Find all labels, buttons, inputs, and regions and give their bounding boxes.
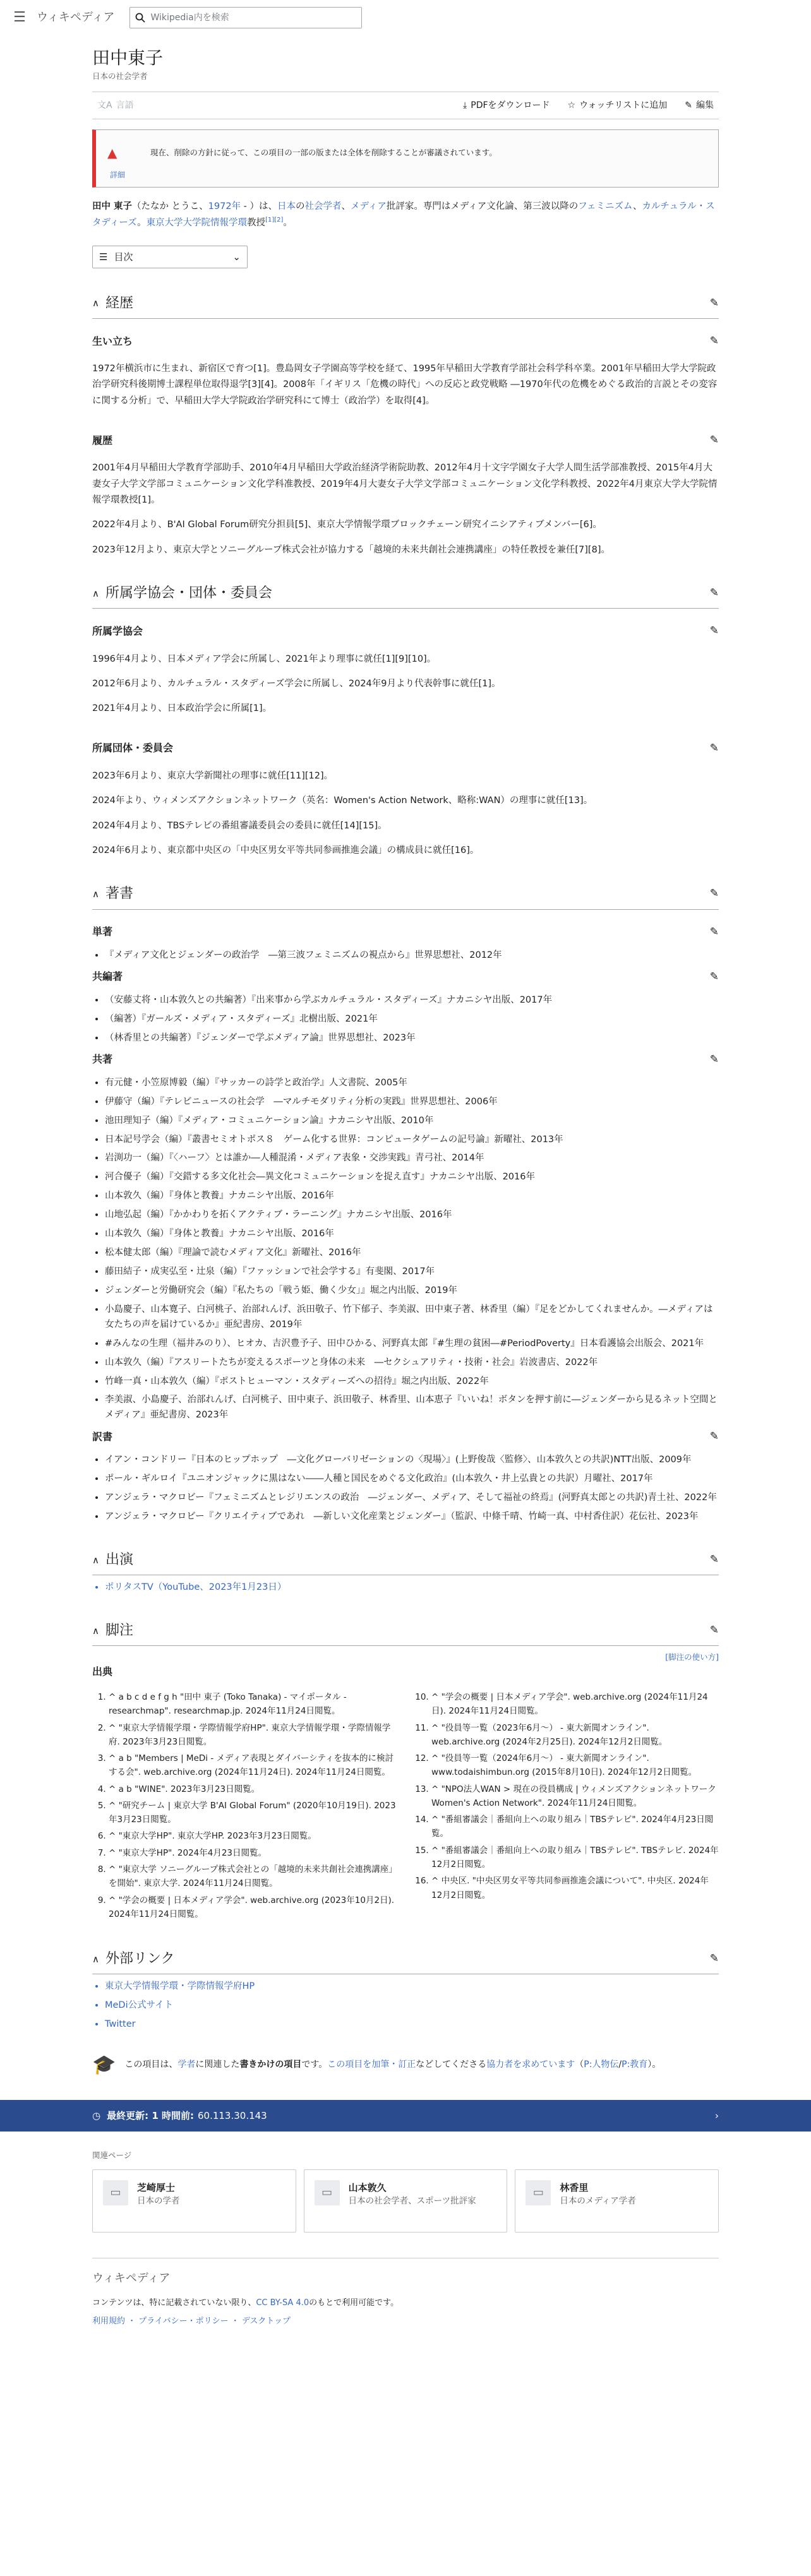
list-item: • 小島慶子、山本寛子、白河桃子、治部れんげ、浜田敬子、竹下郁子、李美淑、田中東子著、林香里（編）『足をどかしてくれませんか。―メディアは女たちの声を届けているか』亜紀書房、2019年	[105, 1303, 719, 1333]
list-item: • 松本健太郎（編）『理論で読むメディア文化』新曜社、2016年	[105, 1246, 719, 1261]
subsection-heading	[92, 969, 719, 988]
section-title: 所属学協会・団体・委員会	[105, 585, 272, 602]
related-pages-title: 関連ページ	[92, 2150, 132, 2160]
clock-icon: ◷	[92, 2109, 101, 2121]
section-title: 著書	[105, 886, 133, 902]
stub-text-part: に関連した	[195, 2059, 240, 2070]
subsection-title: 生い立ち	[92, 335, 133, 347]
section-heading-career[interactable]	[92, 286, 719, 319]
subsection-title: 出典	[92, 1666, 113, 1678]
watchlist-button[interactable]	[568, 98, 668, 112]
lead-text: 教授	[247, 218, 266, 229]
related-pages	[0, 2132, 811, 2233]
language-label: 言語	[116, 100, 134, 110]
reference-item[interactable]: 6. ^ "東京大学HP". 東京大学HP. 2023年3月23日閲覧。	[109, 1829, 396, 1843]
stub-notice	[92, 2049, 719, 2081]
reference-item[interactable]: 13. ^ "NPO法人WAN > 現在の役員構成 | ウィメンズアクションネットワーク Women's Action Network". 2024年11月24日閲覧。	[431, 1782, 719, 1811]
chevron-right-icon: ›	[715, 2109, 719, 2121]
edit-section-icon[interactable]: ✎	[709, 587, 719, 600]
org-text: 2024年6月より、東京都中央区の「中央区男女平等共同参画推進会議」の構成員に就任[16]。	[92, 845, 479, 856]
subsection-title: 所属学協会	[92, 625, 143, 638]
reference-item[interactable]: 12. ^ "役員等一覧（2024年6月～） - 東大新聞オンライン". www.todaishimbun.org (2015年8月10日). 2024年12月2日閲覧。	[431, 1751, 719, 1780]
chevron-up-icon: ∧	[92, 587, 99, 599]
lead-paragraph	[92, 199, 719, 232]
deletion-notice-text: 現在、削除の方針に従って、この項目の一部の版または全体を削除することが審議されています。	[150, 148, 497, 157]
lead-text: の	[296, 201, 305, 212]
career-text: 2022年4月より、B'AI Global Forum研究分担員[5]、東京大学情報学環ブロックチェーン研究イニシアティブメンバー[6]。	[92, 520, 602, 530]
reference-item[interactable]: 14. ^ "番組審議会｜番組向上への取り組み｜TBSテレビ". 2024年4月23日閲覧。	[431, 1813, 719, 1841]
chevron-up-icon: ∧	[92, 888, 99, 900]
stub-text-bold: 書きかけの項目	[239, 2059, 302, 2070]
warning-icon: ▲	[107, 145, 117, 160]
chevron-down-icon: ⌄	[232, 251, 241, 263]
list-icon: ☰	[99, 251, 108, 263]
society-text: 2021年4月より、日本政治学会に所属[1]。	[92, 703, 272, 714]
subsection-heading	[92, 924, 719, 943]
license-link[interactable]: CC BY-SA 4.0	[256, 2298, 309, 2308]
subsection-heading	[92, 432, 719, 451]
subsection-heading	[92, 1664, 719, 1683]
subsection-title: 履歴	[92, 434, 113, 446]
page-subtitle: 日本の社会学者	[92, 71, 148, 81]
graduation-cap-icon: 🎓	[92, 2053, 116, 2076]
society-text: 2012年6月より、カルチュラル・スタディーズ学会に所属し、2024年9月より代表幹事に就任[1]。	[92, 678, 501, 689]
list-item: • ジェンダーと労働研究会（編）『私たちの「戦う姫、働く少女」』堀之内出版、2019年	[105, 1284, 719, 1299]
appearance-list	[92, 1580, 719, 1595]
reference-item[interactable]: 15. ^ "番組審議会｜番組向上への取り組み｜TBSテレビ". TBSテレビ. 2024年12月2日閲覧。	[431, 1844, 719, 1872]
subsection-title: 訳書	[92, 1431, 113, 1443]
edit-section-icon[interactable]: ✎	[709, 296, 719, 309]
external-link[interactable]: • MeDi公式サイト	[105, 1998, 719, 2013]
edit-label: 編集	[696, 100, 714, 110]
license-text	[92, 2297, 719, 2310]
related-cards	[92, 2169, 719, 2233]
lead-text: 批評家。専門はメディア文化論、第三波以降の	[386, 201, 579, 212]
related-card-name: 芝崎厚士	[137, 2181, 176, 2193]
list-item: • （林香里との共編著）『ジェンダーで学ぶメディア論』世界思想社、2023年	[105, 1031, 719, 1046]
list-item: • 李美淑、小島慶子、治部れんげ、白河桃子、田中東子、浜田敬子、林香里、山本恵子『いいね！ボタンを押す前に―ジェンダーから見るネット空間とメディア』亜紀書房、2023年	[105, 1393, 719, 1423]
stub-text-part: /	[618, 2059, 622, 2070]
list-item: • 池田理知子（編）『メディア・コミュニケーション論』ナカニシヤ出版、2010年	[105, 1114, 719, 1129]
section-title: 出演	[105, 1552, 133, 1568]
footnote-ref[interactable]: [1][2]	[265, 217, 284, 224]
lead-link-sociologist[interactable]: 社会学者	[304, 201, 342, 212]
external-link-list	[92, 1979, 719, 2032]
download-pdf-button[interactable]	[463, 98, 550, 112]
list-item: • 『メディア文化とジェンダーの政治学 ―第三波フェミニズムの視点から』世界思想社、2012年	[105, 948, 719, 963]
section-heading-affiliations[interactable]	[92, 576, 719, 609]
subsection-heading	[92, 1051, 719, 1071]
image-placeholder-icon: ▭	[103, 2180, 128, 2205]
list-item: • 伊藤守（編）『テレビニュースの社会学 ―マルチモダリティ分析の実践』世界思想社、2006年	[105, 1095, 719, 1110]
subsection-title: 共編著	[92, 970, 123, 983]
subsection-heading	[92, 333, 719, 352]
list-item: • （編著）『ガールズ・メディア・スタディーズ』北樹出版、2021年	[105, 1012, 719, 1027]
reference-item[interactable]: 11. ^ "役員等一覧（2023年6月～） - 東大新聞オンライン". web.archive.org (2024年2月25日). 2024年12月2日閲覧。	[431, 1721, 719, 1750]
subsection-title: 共著	[92, 1053, 113, 1066]
lead-text: 。	[283, 218, 292, 229]
career-text: 2023年12月より、東京大学とソニーグループ株式会社が協力する「越境的未来共創社会連携講座」の特任教授を兼任[7][8]。	[92, 544, 610, 555]
subsection-title: 単著	[92, 926, 113, 938]
stub-text	[124, 2058, 661, 2073]
list-item: • 有元健・小笠原博毅（編）『サッカーの詩学と政治学』人文書院、2005年	[105, 1076, 719, 1091]
book-list	[92, 993, 719, 1046]
subsection-heading	[92, 623, 719, 642]
edit-section-icon[interactable]: ✎	[709, 1430, 719, 1443]
page-title: 田中東子	[92, 47, 164, 68]
related-card[interactable]	[515, 2169, 719, 2233]
page-actions-bar	[92, 92, 719, 119]
edit-section-icon[interactable]: ✎	[709, 1952, 719, 1965]
edit-section-icon[interactable]: ✎	[709, 624, 719, 638]
external-link[interactable]: • 東京大学情報学環・学際情報学府HP	[105, 1979, 719, 1995]
section-heading-notes[interactable]	[92, 1613, 719, 1646]
search-input[interactable]	[129, 7, 362, 28]
reference-item[interactable]: 1. ^ a b c d e f g h "田中 東子 (Toko Tanaka) - マイポータル - researchmap". researchmap.jp. 2024年11月24日閲覧。	[109, 1690, 396, 1719]
reference-item[interactable]: 3. ^ a b "Members | MeDi - メディア表現とダイバーシティを抜本的に検討する会". web.archive.org (2024年11月24日). 2024年11月24日閲覧。	[109, 1751, 396, 1780]
footer-links[interactable]: 利用規約 ・ プライバシー・ポリシー ・ デスクトップ	[92, 2316, 291, 2326]
related-card-name: 林香里	[560, 2181, 589, 2193]
book-list	[92, 1076, 719, 1424]
edit-section-icon[interactable]: ✎	[709, 334, 719, 347]
references	[92, 1690, 719, 1924]
license-text-part: のもとで利用可能です。	[309, 2298, 399, 2308]
org-text: 2023年6月より、東京大学新聞社の理事に就任[11][12]。	[92, 770, 333, 781]
references-right	[415, 1690, 719, 1924]
edit-section-icon[interactable]: ✎	[709, 887, 719, 900]
list-item: • アンジェラ・マクロビー『フェミニズムとレジリエンスの政治 ―ジェンダー、メディア、そして福祉の終焉』(河野真太郎との共訳)青土社、2022年	[105, 1491, 719, 1506]
lead-text: 、	[632, 201, 642, 212]
stub-link-edit[interactable]: この項目を加筆・訂正	[327, 2059, 416, 2070]
list-item: • 山本敦久（編）『身体と教養』ナカニシヤ出版、2016年	[105, 1227, 719, 1242]
list-item: • 山本敦久（編）『アスリートたちが変えるスポーツと身体の未来 ―セクシュアリティ・技術・社会』岩波書店、2022年	[105, 1356, 719, 1371]
top-header	[0, 0, 811, 35]
list-item[interactable]: • ポリタスTV（YouTube、2023年1月23日）	[105, 1580, 719, 1595]
list-item: • 岩渕功一（編）『〈ハーフ〉とは誰か―人種混淆・メディア表象・交渉実践』青弓社、2014年	[105, 1151, 719, 1166]
search-placeholder: Wikipedia内を検索	[150, 12, 229, 23]
book-list	[92, 948, 719, 963]
career-text: 2001年4月早稲田大学教育学部助手、2010年4月早稲田大学政治経済学術院助教、2012年4月十文字学園女子大学人間生活学部准教授、2015年4月大妻女子大学文学部コミュニケーション文化学科准教授、2019年4月大妻女子大学文学部コミュニケーション文化学科教授、2022年4月東京大学大学院情報学環教授[1]。	[92, 463, 718, 506]
reference-item[interactable]: 7. ^ "東京大学HP". 2024年4月23日閲覧。	[109, 1846, 396, 1860]
star-icon: ☆	[567, 100, 576, 110]
stub-text-part: （	[575, 2059, 584, 2070]
lead-text: 、	[341, 201, 351, 212]
footer-logo: ウィキペディア	[92, 2258, 719, 2288]
list-item: • アンジェラ・マクロビー『クリエイティブであれ ―新しい文化産業とジェンダー』（監訳、中條千晴、竹崎一真、中村香住訳）花伝社、2023年	[105, 1510, 719, 1525]
list-item: • 山本敦久（編）『身体と教養』ナカニシヤ出版、2016年	[105, 1189, 719, 1204]
subsection-heading	[92, 1428, 719, 1448]
chevron-up-icon: ∧	[92, 1953, 99, 1965]
chevron-up-icon: ∧	[92, 297, 99, 309]
related-card[interactable]	[304, 2169, 508, 2233]
download-pdf-label: PDFをダウンロード	[471, 100, 550, 110]
list-item: • ポール・ギルロイ『ユニオンジャックに黒はない――人種と国民をめぐる文化政治』(山本敦久・井上弘貴との共訳）月曜社、2017年	[105, 1472, 719, 1487]
subsection-title: 所属団体・委員会	[92, 742, 174, 754]
lead-link-feminism[interactable]: フェミニズム	[578, 201, 633, 212]
section-title: 経歴	[105, 295, 133, 311]
language-button[interactable]	[97, 98, 134, 112]
image-placeholder-icon: ▭	[315, 2180, 340, 2205]
edit-button[interactable]	[685, 98, 714, 112]
section-heading-external-links[interactable]	[92, 1941, 719, 1974]
external-link[interactable]: • Twitter	[105, 2017, 719, 2032]
image-placeholder-icon: ▭	[526, 2180, 551, 2205]
pencil-icon: ✎	[685, 100, 692, 110]
last-updated-bar[interactable]	[0, 2100, 811, 2132]
reference-item[interactable]: 8. ^ "東京大学 ソニーグループ株式会社との「越境的未来共創社会連携講座」を開始". 東京大学. 2024年11月24日閲覧。	[109, 1863, 396, 1891]
language-icon: 文A	[97, 100, 112, 110]
download-icon: ⤓	[463, 100, 467, 110]
site-logo[interactable]: ウィキペディア	[37, 10, 115, 24]
list-item: • 藤田結子・成実弘至・辻泉（編）『ファッションで社会学する』有斐閣、2017年	[105, 1265, 719, 1280]
edit-section-icon[interactable]: ✎	[709, 970, 719, 983]
subsection-heading	[92, 740, 719, 760]
stub-text-part: この項目は、	[124, 2059, 178, 2070]
related-card-desc: 日本の社会学者、スポーツ批評家	[348, 2195, 476, 2206]
society-text: 1996年4月より、日本メディア学会に所属し、2021年より理事に就任[1][9][10]。	[92, 653, 436, 664]
stub-text-part: です。	[301, 2059, 328, 2070]
list-item: • 山地弘起（編）『かかわりを拓くアクティブ・ラーニング』ナカニシヤ出版、2016年	[105, 1208, 719, 1223]
related-card-desc: 日本のメディア学者	[560, 2195, 636, 2206]
lead-reading: （たなか とうこ、	[132, 201, 208, 212]
footnote-help-link[interactable]: [脚注の使い方]	[665, 1652, 719, 1662]
reference-item[interactable]: 9. ^ "学会の概要 | 日本メディア学会". web.archive.org (2023年10月2日). 2024年11月24日閲覧。	[109, 1893, 396, 1922]
reference-item[interactable]: 2. ^ "東京大学情報学環・学際情報学府HP". 東京大学情報学環・学際情報学府. 2023年3月23日閲覧。	[109, 1721, 396, 1750]
toc-label: 目次	[114, 251, 133, 263]
deletion-notice	[92, 129, 719, 188]
search-icon	[135, 13, 145, 23]
list-item: • 日本記号学会（編）『叢書セミオトポス８ ゲーム化する世界：コンピュータゲームの記号論』新曜社、2013年	[105, 1133, 719, 1148]
list-item: • イアン・コンドリー『日本のヒップホップ ―文化グローバリゼーションの〈現場〉』(上野俊哉〈監修〉、山本敦久との共訳)NTT出版、2009年	[105, 1453, 719, 1468]
related-card-name: 山本敦久	[348, 2181, 387, 2193]
lead-name: 田中 東子	[92, 201, 133, 212]
stub-link-portal-biography[interactable]: P:人物伝	[584, 2059, 619, 2070]
reference-item[interactable]: 16. ^ 中央区. "中央区男女平等共同参画推進会議について". 中央区. 2024年12月2日閲覧。	[431, 1874, 719, 1902]
chevron-up-icon: ∧	[92, 1625, 99, 1637]
stub-text-part: ）。	[647, 2059, 661, 2070]
org-text: 2024年4月より、TBSテレビの番組審議委員会の委員に就任[14][15]。	[92, 820, 387, 831]
hamburger-menu-icon[interactable]: ☰	[13, 9, 26, 26]
related-card[interactable]	[92, 2169, 296, 2233]
list-item: • 河合優子（編）『交錯する多文化社会―異文化コミュニケーションを捉え直す』ナカニシヤ出版、2016年	[105, 1170, 719, 1185]
watchlist-label: ウォッチリストに追加	[579, 100, 668, 110]
list-item: • （安藤丈将・山本敦久との共編著）『出来事から学ぶカルチュラル・スタディーズ』ナカニシヤ出版、2017年	[105, 993, 719, 1008]
references-left	[92, 1690, 396, 1924]
org-text: 2024年より、ウィメンズアクションネットワーク（英名：Women's Action Network、略称:WAN）の理事に就任[13]。	[92, 796, 593, 806]
early-life-text: 1972年横浜市に生まれ、新宿区で育つ[1]。豊島岡女子学園高等学校を経て、1995年早稲田大学教育学部社会科学科卒業。2001年早稲田大学大学院政治学研究科後期博士課程単位取得退学[3][4]。2008年「イギリス「危機の時代」への反応と政党戦略 ―1970年代の危機をめぐる政治的言説とその変容に関する分析」で、早稲田大学大学院政治学研究科にて博士（政治学）を取得[4]。	[92, 363, 718, 406]
reference-item[interactable]: 4. ^ a b "WINE". 2023年3月23日閲覧。	[109, 1782, 396, 1796]
lead-link-cultural-studies[interactable]: カルチュラル・スタディーズ	[92, 201, 715, 229]
edit-section-icon[interactable]: ✎	[709, 434, 719, 447]
related-card-desc: 日本の学者	[137, 2195, 180, 2206]
reference-item[interactable]: 5. ^ "研究チーム | 東京大学 B'AI Global Forum" (2020年10月19日). 2023年3月23日閲覧。	[109, 1799, 396, 1827]
edit-section-icon[interactable]: ✎	[709, 1052, 719, 1066]
list-item: • #みんなの生理（福井みのり）、ヒオカ、吉沢豊予子、田中ひかる、河野真太郎『#生理の貧困―#PeriodPoverty』日本看護協会出版会、2021年	[105, 1337, 719, 1352]
license-text-part: コンテンツは、特に記載されていない限り、	[92, 2298, 256, 2308]
edit-section-icon[interactable]: ✎	[709, 1624, 719, 1637]
section-heading-appearances[interactable]	[92, 1542, 719, 1575]
last-updated-user[interactable]: 60.113.30.143	[197, 2109, 267, 2121]
toc-button[interactable]	[92, 246, 248, 268]
stub-link-scholar[interactable]: 学者	[177, 2059, 196, 2070]
section-title: 外部リンク	[105, 1951, 175, 1967]
lead-link-japan[interactable]: 日本	[277, 201, 296, 212]
stub-link-help[interactable]: 協力者を求めています	[486, 2059, 575, 2070]
lead-link-year[interactable]: 1972年	[208, 201, 241, 212]
page-footer	[0, 2258, 811, 2328]
lead-link-iii[interactable]: 東京大学大学院情報学環	[146, 218, 248, 229]
edit-section-icon[interactable]: ✎	[709, 741, 719, 754]
lead-text: 。	[137, 218, 147, 229]
edit-section-icon[interactable]: ✎	[709, 1553, 719, 1566]
chevron-up-icon: ∧	[92, 1554, 99, 1566]
deletion-details-link[interactable]: 詳細	[110, 170, 126, 179]
list-item: • 竹峰一真・山本敦久（編）『ポストヒューマン・スタディーズへの招待』堀之内出版、2022年	[105, 1374, 719, 1390]
reference-item[interactable]: 10. ^ "学会の概要 | 日本メディア学会". web.archive.org (2024年11月24日). 2024年11月24日閲覧。	[431, 1690, 719, 1719]
lead-text: - ）は、	[241, 201, 278, 212]
section-title: 脚注	[105, 1623, 133, 1639]
last-updated-label: 最終更新: 1 時間前:	[107, 2109, 194, 2121]
stub-text-part: などしてくださる	[416, 2059, 487, 2070]
book-list	[92, 1453, 719, 1525]
edit-section-icon[interactable]: ✎	[709, 925, 719, 938]
lead-link-media[interactable]: メディア	[351, 201, 387, 212]
section-heading-works[interactable]	[92, 876, 719, 909]
stub-link-portal-education[interactable]: P:教育	[622, 2059, 648, 2070]
